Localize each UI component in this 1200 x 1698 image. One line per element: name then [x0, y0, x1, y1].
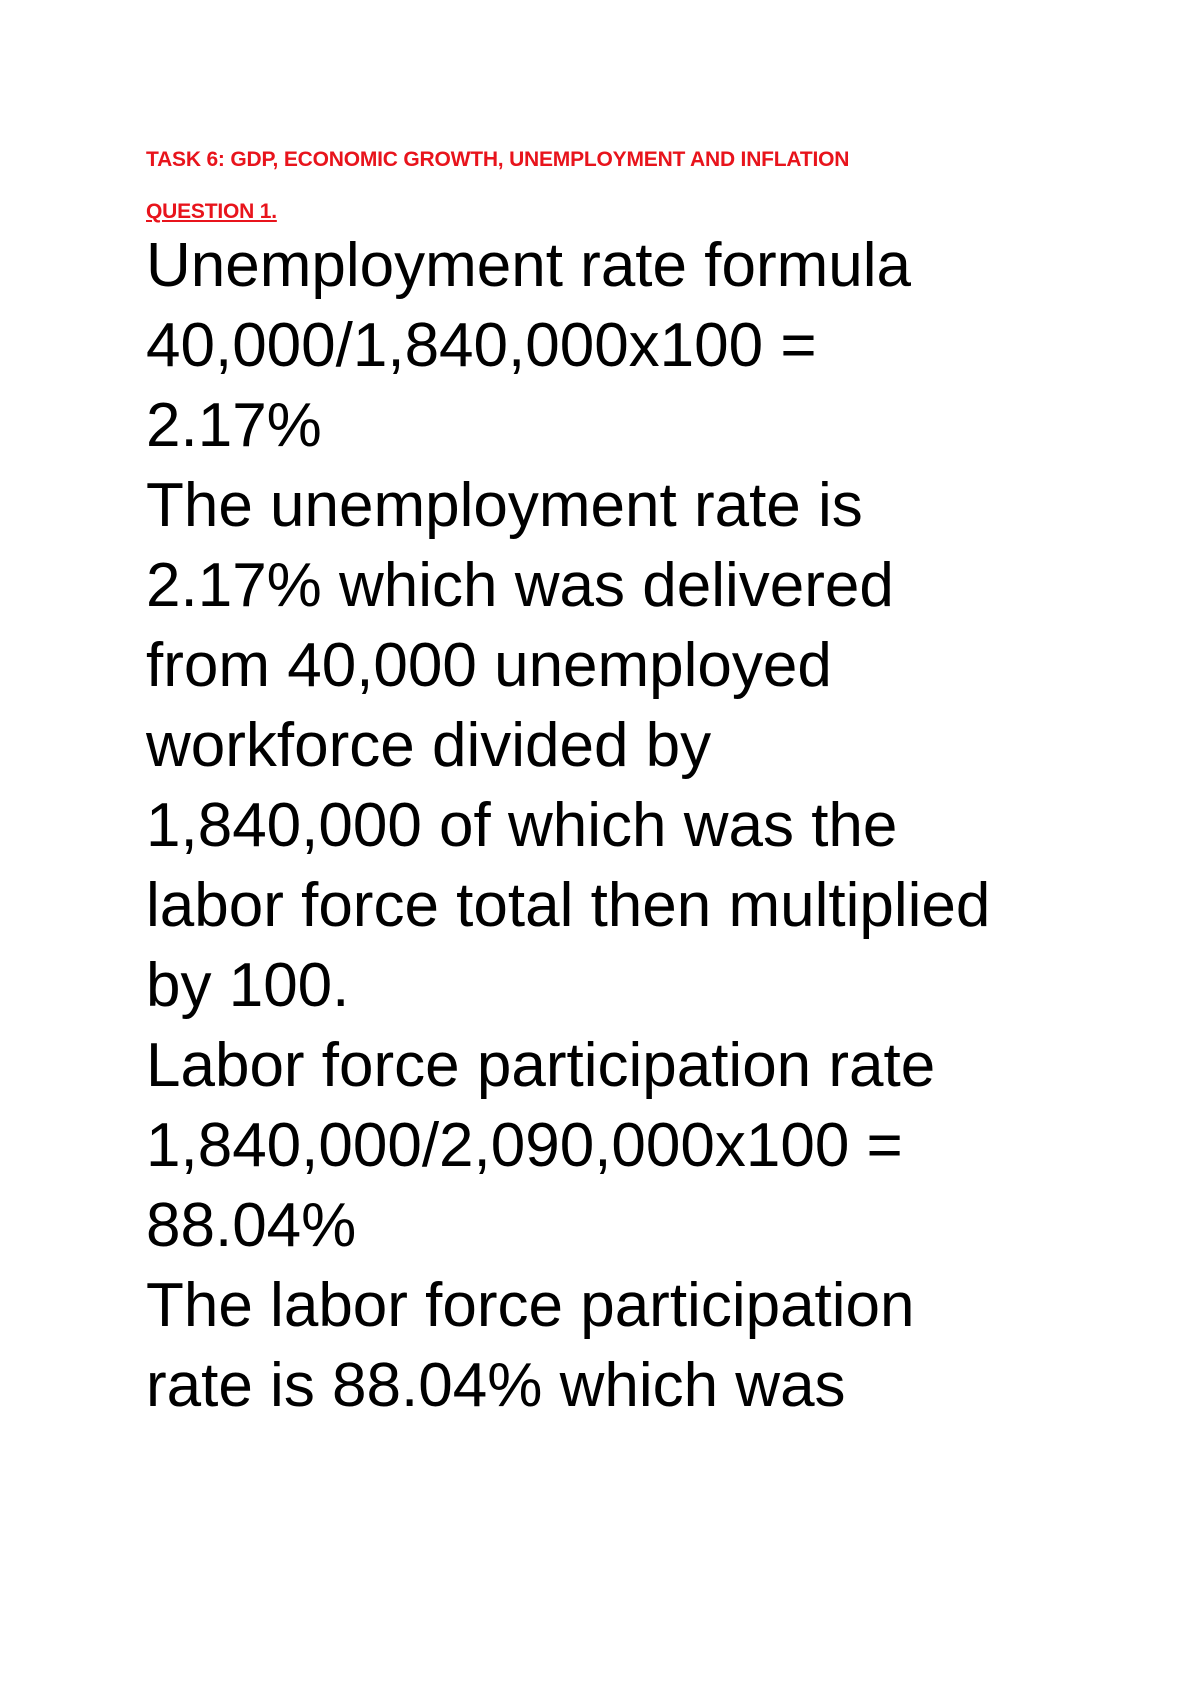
body-line: workforce divided by [146, 711, 712, 780]
answer-body [146, 226, 1166, 1426]
body-line: 2.17% [146, 391, 322, 460]
body-line: 2.17% which was delivered [146, 551, 894, 620]
body-line: Unemployment rate formula [146, 231, 911, 300]
body-line: 1,840,000/2,090,000x100 = [146, 1111, 903, 1180]
body-line: Labor force participation rate [146, 1031, 936, 1100]
body-line: 40,000/1,840,000x100 = [146, 311, 817, 380]
document-content [146, 140, 1166, 1426]
task-heading: TASK 6: GDP, ECONOMIC GROWTH, UNEMPLOYMENT AND INFLATION [146, 148, 850, 171]
body-line: from 40,000 unemployed [146, 631, 832, 700]
body-line: labor force total then multiplied [146, 871, 991, 940]
body-line: The labor force participation [146, 1271, 915, 1340]
body-line: by 100. [146, 951, 350, 1020]
body-line: 1,840,000 of which was the [146, 791, 898, 860]
body-line: 88.04% [146, 1191, 357, 1260]
body-line: The unemployment rate is [146, 471, 863, 540]
body-line: rate is 88.04% which was [146, 1351, 846, 1420]
question-label: QUESTION 1. [146, 200, 277, 223]
